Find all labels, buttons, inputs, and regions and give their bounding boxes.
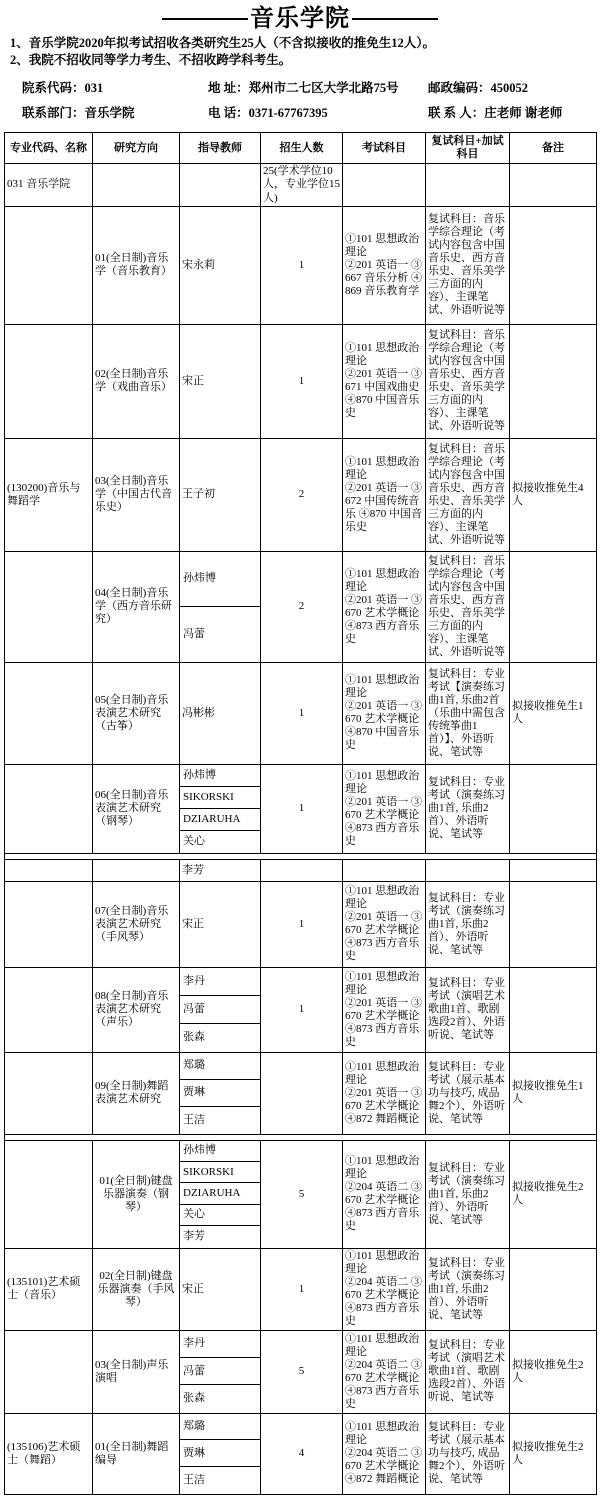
cell-remarks [510,551,597,662]
cell-advisors: 宋永莉 [180,206,261,324]
cell-remarks [510,1248,597,1330]
cell-advisors [180,551,261,662]
cell-remarks [510,324,597,438]
cell-advisors [180,967,261,1052]
cell-enrollment-count [261,1052,343,1134]
advisor-name: 贾琳 [180,1080,260,1107]
table-row [5,967,597,1052]
cell-retest-subjects [426,164,510,207]
contact-info-block [4,71,596,132]
advisor-name: 郑璐 [180,1414,260,1441]
cell-research-direction [93,859,180,881]
advisor-name: 王洁 [183,1473,205,1486]
cell-research-direction: 04(全日制)音乐学（西方音乐研究） [93,551,180,662]
cell-advisors [180,164,261,207]
cell-exam-subjects: ①101 思想政治理论 ②204 英语二 ③670 艺术学概论 ④873 西方音乐史 [343,1140,426,1248]
cell-remarks: 拟接收推免生2人 [510,1330,597,1413]
table-row [5,859,597,881]
advisor-name: 张森 [183,1392,205,1405]
cell-research-direction: 03(全日制)声乐演唱 [93,1330,180,1413]
cell-major-code: (130200)音乐与舞蹈学 [5,438,93,551]
cell-enrollment-count: 25(学术学位10人，专业学位15人) [261,164,343,207]
cell-major-code [5,764,93,853]
cell-retest-subjects: 复试科目：专业考试（演唱艺术歌曲1首、歌剧选段2首）、外语听说、笔试等 [426,967,510,1052]
cell-exam-subjects: ①101 思想政治理论 ②204 英语二 ③670 艺术学概论 ④873 西方音乐史 [343,1248,426,1330]
cell-advisors [180,1330,261,1413]
cell-research-direction: 01(全日制)舞蹈编导 [93,1413,180,1494]
cell-exam-subjects: ①101 思想政治理论 ②204 英语二 ③670 艺术学概论 ④873 西方音乐史 [343,1330,426,1413]
cell-advisors [180,764,261,853]
cell-enrollment-count: 5 [261,1330,343,1413]
cell-retest-subjects: 复试科目：专业考试【演奏练习曲1首, 乐曲2首（乐曲中需包含传统筝曲1首）】、外语听说、笔试等 [426,662,510,764]
advisor-name: 李芳 [183,1230,205,1243]
cell-remarks: 拟接收推免生2人 [510,1413,597,1494]
col-header-remarks: 备注 [510,133,597,164]
cell-exam-subjects: ①101 思想政治理论 ②201 英语一 ③667 音乐分析 ④869 音乐教育学 [343,206,426,324]
col-header-major-code: 专业代码、名称 [5,133,93,164]
cell-enrollment-count: 1 [261,206,343,324]
table-row [5,881,597,967]
cell-retest-subjects: 复试科目：专业考试（演唱艺术歌曲1首、歌剧选段2首）、外语听说、笔试等 [426,1330,510,1413]
cell-major-code [5,662,93,764]
cell-exam-subjects: ①101 思想政治理论 ②201 英语一 ③671 中国戏曲史 ④870 中国音乐史 [343,324,426,438]
contact-department: 联系部门：音乐学院 [22,106,135,121]
cell-remarks [510,206,597,324]
table-row [5,206,597,324]
table-row [5,438,597,551]
cell-remarks: 拟接收推免生1人 [510,662,597,764]
cell-exam-subjects: ①101 思想政治理论 ②204 英语二 ③670 艺术学概论 ④872 舞蹈概论 [343,1413,426,1494]
cell-major-code [5,206,93,324]
table-header [5,133,597,164]
cell-research-direction: 03(全日制)音乐学（中国古代音乐史） [93,438,180,551]
cell-remarks: 拟接收推免生2人 [510,1140,597,1248]
cell-enrollment-count: 5 [261,1140,343,1248]
cell-major-code: (135106)艺术硕士（舞蹈） [5,1413,93,1494]
cell-retest-subjects: 复试科目：音乐学综合理论（考试内容包含中国音乐史、西方音乐史、音乐美学三方面的内容）、主课笔试、外语听说等 [426,438,510,551]
cell-exam-subjects: ①101 思想政治理论 ②201 英语一 ③670 艺术学概论 ④873 西方音乐史 [343,881,426,967]
cell-remarks [510,967,597,1052]
phone-number: 电 话：0371-67767395 [208,106,328,121]
advisor-name: DZIARUHA [180,809,260,831]
cell-exam-subjects: ①101 思想政治理论 ②201 英语一 ③670 艺术学概论 ④870 中国音乐史 [343,662,426,764]
cell-retest-subjects: 复试科目：专业考试（演奏练习曲1首, 乐曲2首）、外语听说、笔试等 [426,1140,510,1248]
notes-block [4,34,596,71]
table-row [5,1248,597,1330]
cell-retest-subjects: 复试科目：音乐学综合理论（考试内容包含中国音乐史、西方音乐史、音乐美学三方面的内容）、主课笔试、外语听说等 [426,551,510,662]
cell-advisors: 宋正 [180,1248,261,1330]
cell-exam-subjects: ①101 思想政治理论 ②201 英语一 ③670 艺术学概论 ④873 西方音乐史 [343,551,426,662]
page-title: 音乐学院 [250,6,350,32]
cell-exam-subjects [343,164,426,207]
cell-research-direction: 01(全日制)音乐学（音乐教育） [93,206,180,324]
cell-remarks [510,764,597,853]
cell-retest-subjects: 复试科目：专业考试（演奏练习曲1首, 乐曲2首）、外语听说、笔试等 [426,881,510,967]
col-header-research-direction: 研究方向 [93,133,180,164]
cell-enrollment-count: 1 [261,324,343,438]
advisor-name: 王洁 [183,1113,205,1126]
cell-enrollment-count: 2 [261,438,343,551]
table-row [5,764,597,853]
cell-enrollment-count: 1 [261,881,343,967]
department-code: 院系代码：031 [22,81,104,96]
table-row [5,1052,597,1134]
postal-code: 邮政编码：450052 [428,81,529,96]
cell-research-direction [93,164,180,207]
cell-research-direction: 09(全日制)舞蹈表演艺术研究 [93,1052,180,1134]
cell-enrollment-count: 2 [261,551,343,662]
table-row [5,1413,597,1494]
cell-retest-subjects: 复试科目：音乐学综合理论（考试内容包含中国音乐史、西方音乐史、音乐美学三方面的内容）、主课笔试、外语听说等 [426,324,510,438]
cell-research-direction: 05(全日制)音乐表演艺术研究（古筝） [93,662,180,764]
contact-info-row-1 [8,76,592,101]
cell-advisors: 李芳 [180,859,261,881]
advisor-name: 关心 [183,835,205,848]
cell-remarks [510,881,597,967]
cell-retest-subjects: 复试科目：专业考试（演奏练习曲1首, 乐曲2首）、外语听说、笔试等 [426,764,510,853]
advisor-name: 冯蕾 [180,996,260,1024]
cell-advisors [180,1413,261,1494]
cell-enrollment-count: 1 [261,764,343,853]
table-header-row [5,133,597,164]
cell-advisors: 宋正 [180,881,261,967]
cell-major-code [5,1330,93,1413]
cell-enrollment-count: 1 [261,662,343,764]
advisor-name: SIKORSKI [180,1162,260,1183]
cell-remarks: 拟接收推免生1人 [510,1052,597,1134]
cell-retest-subjects: 复试科目：专业考试（展示基本功与技巧, 成品舞2个）、外语听说、笔试等 [426,1052,510,1134]
advisor-name: 李丹 [180,968,260,996]
advisor-name: 孙炜博 [180,765,260,787]
cell-remarks [510,164,597,207]
advisor-name: 贾琳 [180,1440,260,1467]
cell-major-code [5,324,93,438]
cell-major-code [5,1140,93,1248]
cell-exam-subjects: ①101 思想政治理论 ②201 英语一 ③672 中国传统音乐 ④870 中国音乐史 [343,438,426,551]
advisor-name: 张森 [183,1031,205,1044]
advisor-name: 关心 [180,1205,260,1226]
cell-enrollment-count: 1 [261,1248,343,1330]
cell-enrollment-count: 1 [261,967,343,1052]
cell-research-direction: 02(全日制)音乐学（戏曲音乐） [93,324,180,438]
cell-retest-subjects: 复试科目：音乐学综合理论（考试内容包含中国音乐史、西方音乐史、音乐美学三方面的内容）、主课笔试、外语听说等 [426,206,510,324]
advisor-name: 冯蕾 [180,1358,260,1385]
cell-major-code [5,859,93,881]
cell-advisors [180,1052,261,1134]
table-row [5,662,597,764]
title-rule-left [162,18,248,20]
col-header-advisor: 指导教师 [180,133,261,164]
cell-exam-subjects: ①101 思想政治理论 ②201 英语一 ③670 艺术学概论 ④873 西方音乐史 [343,764,426,853]
table-body [5,164,597,1494]
cell-major-code [5,551,93,662]
advisor-name: 李丹 [180,1331,260,1358]
advisor-name: SIKORSKI [180,787,260,809]
note-line-2: 2、我院不招收同等学力考生、不招收跨学科考生。 [10,53,292,68]
cell-retest-subjects: 复试科目：专业考试（演奏练习曲1首, 乐曲2首）、外语听说、笔试等 [426,1248,510,1330]
cell-exam-subjects [343,859,426,881]
cell-major-code [5,1052,93,1134]
advisor-name: DZIARUHA [180,1183,260,1204]
table-row [5,324,597,438]
admissions-table [4,132,597,1494]
cell-exam-subjects: ①101 思想政治理论 ②201 英语一 ③670 艺术学概论 ④873 西方音乐史 [343,967,426,1052]
cell-major-code: 031 音乐学院 [5,164,93,207]
col-header-enrollment: 招生人数 [261,133,343,164]
title-rule-right [352,18,438,20]
advisor-name: 冯蕾 [183,627,205,640]
cell-research-direction: 06(全日制)音乐表演艺术研究（钢琴） [93,764,180,853]
cell-major-code [5,881,93,967]
cell-research-direction: 01(全日制)键盘乐器演奏（钢琴） [93,1140,180,1248]
note-line-1: 1、音乐学院2020年拟考试招收各类研究生25人（不含拟接收的推免生12人）。 [10,36,436,51]
cell-remarks [510,859,597,881]
cell-research-direction: 02(全日制)键盘乐器演奏（手风琴） [93,1248,180,1330]
cell-exam-subjects: ①101 思想政治理论 ②201 英语一 ③670 艺术学概论 ④872 舞蹈概论 [343,1052,426,1134]
contact-person: 联 系 人：庄老师 谢老师 [428,106,563,121]
col-header-exam-subjects: 考试科目 [343,133,426,164]
cell-research-direction: 08(全日制)音乐表演艺术研究（声乐） [93,967,180,1052]
cell-major-code: (135101)艺术硕士（音乐） [5,1248,93,1330]
advisor-name: 孙炜博 [180,552,260,607]
cell-advisors [180,1140,261,1248]
cell-major-code [5,967,93,1052]
table-row [5,164,597,207]
cell-advisors: 宋正 [180,324,261,438]
cell-enrollment-count [261,859,343,881]
cell-research-direction: 07(全日制)音乐表演艺术研究（手风琴） [93,881,180,967]
advisor-name: 孙炜博 [180,1141,260,1162]
cell-enrollment-count: 4 [261,1413,343,1494]
cell-retest-subjects: 复试科目：专业考试（展示基本功与技巧, 成品舞2个）、外语听说、笔试等 [426,1413,510,1494]
cell-advisors: 王子初 [180,438,261,551]
cell-advisors: 冯彬彬 [180,662,261,764]
table-row [5,551,597,662]
cell-remarks: 拟接收推免生4人 [510,438,597,551]
cell-retest-subjects [426,859,510,881]
advisor-name: 郑璐 [180,1053,260,1080]
col-header-retest-subjects: 复试科目+加试科目 [426,133,510,164]
title-bar [4,0,596,34]
table-row [5,1140,597,1248]
contact-info-row-2 [8,101,592,126]
address: 地 址：郑州市二七区大学北路75号 [208,81,399,96]
table-row [5,1330,597,1413]
